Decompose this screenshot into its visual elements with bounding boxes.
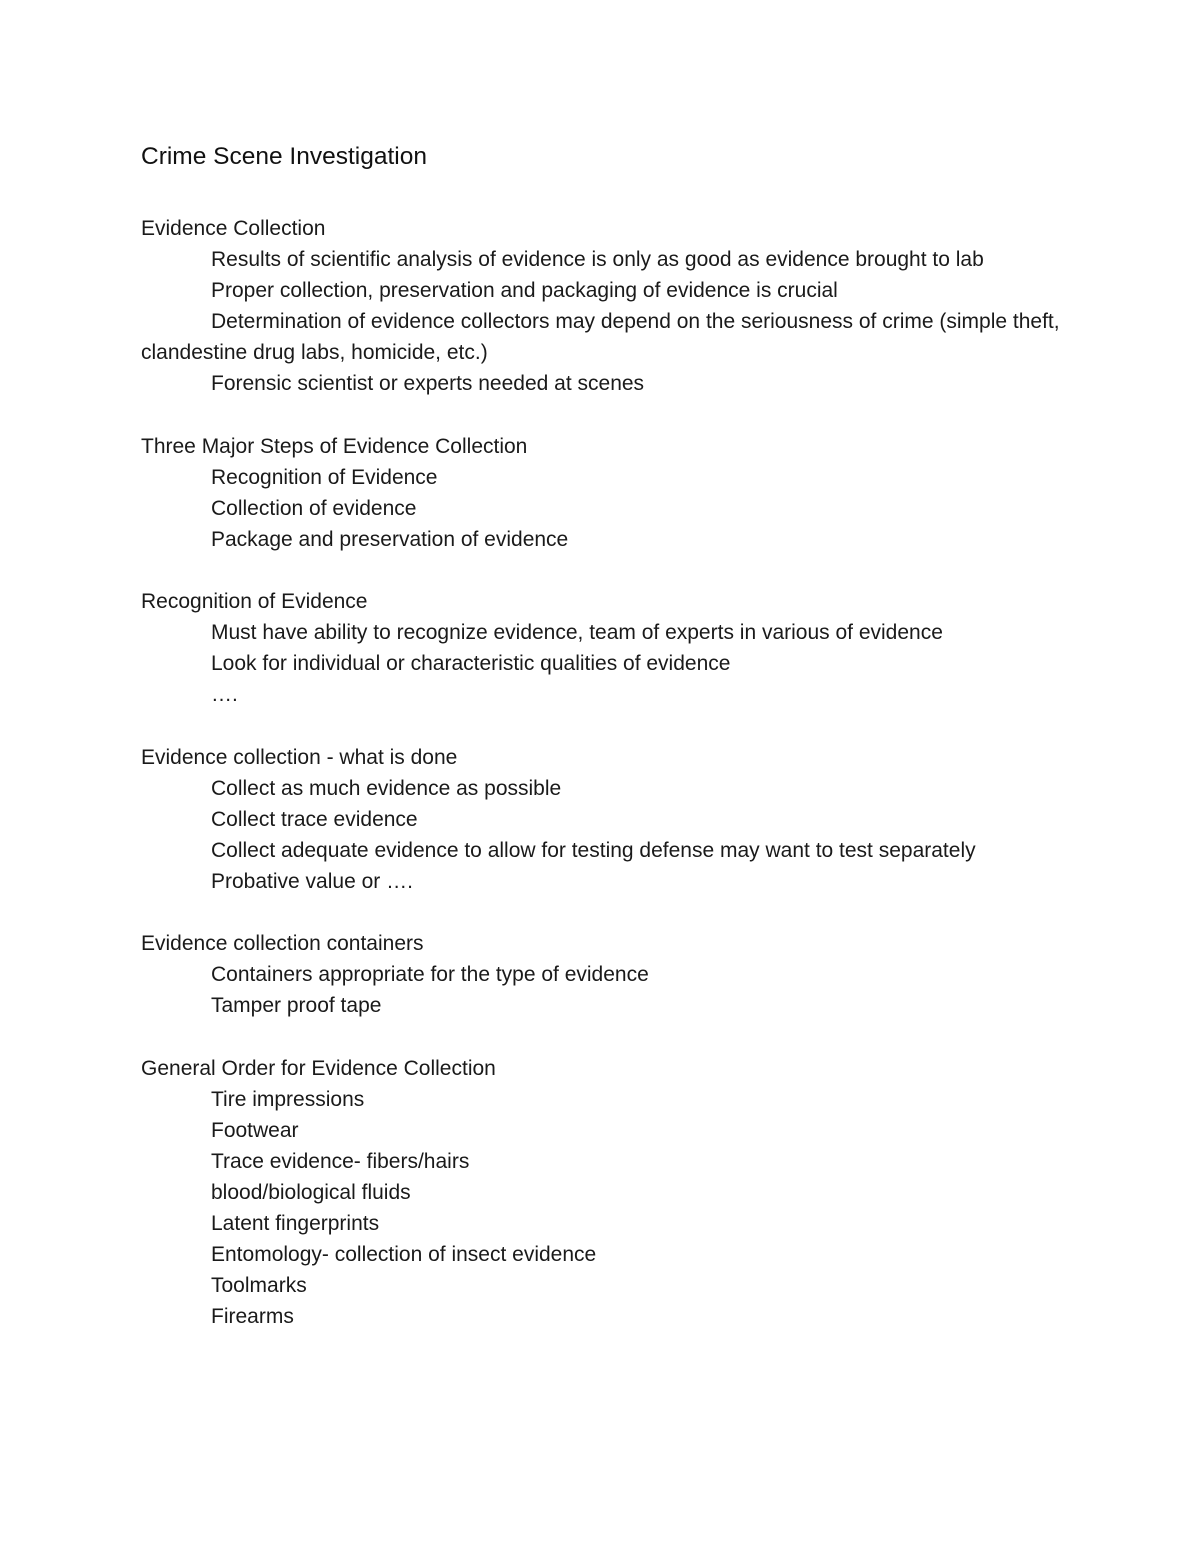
list-item: Look for individual or characteristic qualities of evidence (211, 652, 731, 676)
list-item: Package and preservation of evidence (211, 527, 569, 551)
list-item: Collect as much evidence as possible (211, 776, 562, 800)
list-item: Forensic scientist or experts needed at scenes (211, 372, 645, 396)
section-evidence-collection (141, 213, 1061, 400)
list-item: Probative value or …. (211, 869, 413, 893)
section-what-is-done (141, 742, 1061, 897)
document-title: Crime Scene Investigation (141, 143, 427, 170)
section-heading: Three Major Steps of Evidence Collection (141, 434, 528, 458)
list-item: Results of scientific analysis of evidence is only as good as evidence brought to lab (211, 248, 984, 272)
list-item: Collect trace evidence (211, 807, 418, 831)
list-item: Tire impressions (211, 1087, 365, 1111)
list-item: Firearms (211, 1305, 294, 1329)
list-item: blood/biological fluids (211, 1180, 411, 1204)
document-body (141, 213, 1061, 1332)
list-item: Footwear (211, 1118, 299, 1142)
list-item: …. (211, 683, 238, 707)
section-heading: Evidence collection containers (141, 932, 424, 956)
section-heading: Evidence collection - what is done (141, 745, 458, 769)
list-item: Proper collection, preservation and packaging of evidence is crucial (211, 279, 838, 303)
list-item: Toolmarks (211, 1274, 307, 1298)
section-heading: General Order for Evidence Collection (141, 1056, 496, 1080)
section-heading: Recognition of Evidence (141, 590, 368, 614)
section-containers (141, 928, 1061, 1021)
list-item: Containers appropriate for the type of evidence (211, 963, 649, 987)
list-item: Recognition of Evidence (211, 465, 438, 489)
list-item: Trace evidence- fibers/hairs (211, 1149, 470, 1173)
section-heading: Evidence Collection (141, 217, 326, 240)
list-item: Determination of evidence collectors may depend on the seriousness of crime (simple theft, clandestine drug labs, homicide, etc.) (141, 310, 1060, 365)
list-item: Tamper proof tape (211, 994, 382, 1018)
section-three-major-steps (141, 431, 1061, 555)
list-item: Latent fingerprints (211, 1212, 380, 1235)
section-recognition-of-evidence (141, 586, 1061, 710)
list-item: Collection of evidence (211, 496, 417, 520)
list-item: Collect adequate evidence to allow for testing defense may want to test separately (211, 838, 976, 862)
list-item: Must have ability to recognize evidence, team of experts in various of evidence (211, 621, 943, 645)
section-general-order (141, 1053, 1061, 1333)
list-item: Entomology- collection of insect evidence (211, 1243, 597, 1267)
